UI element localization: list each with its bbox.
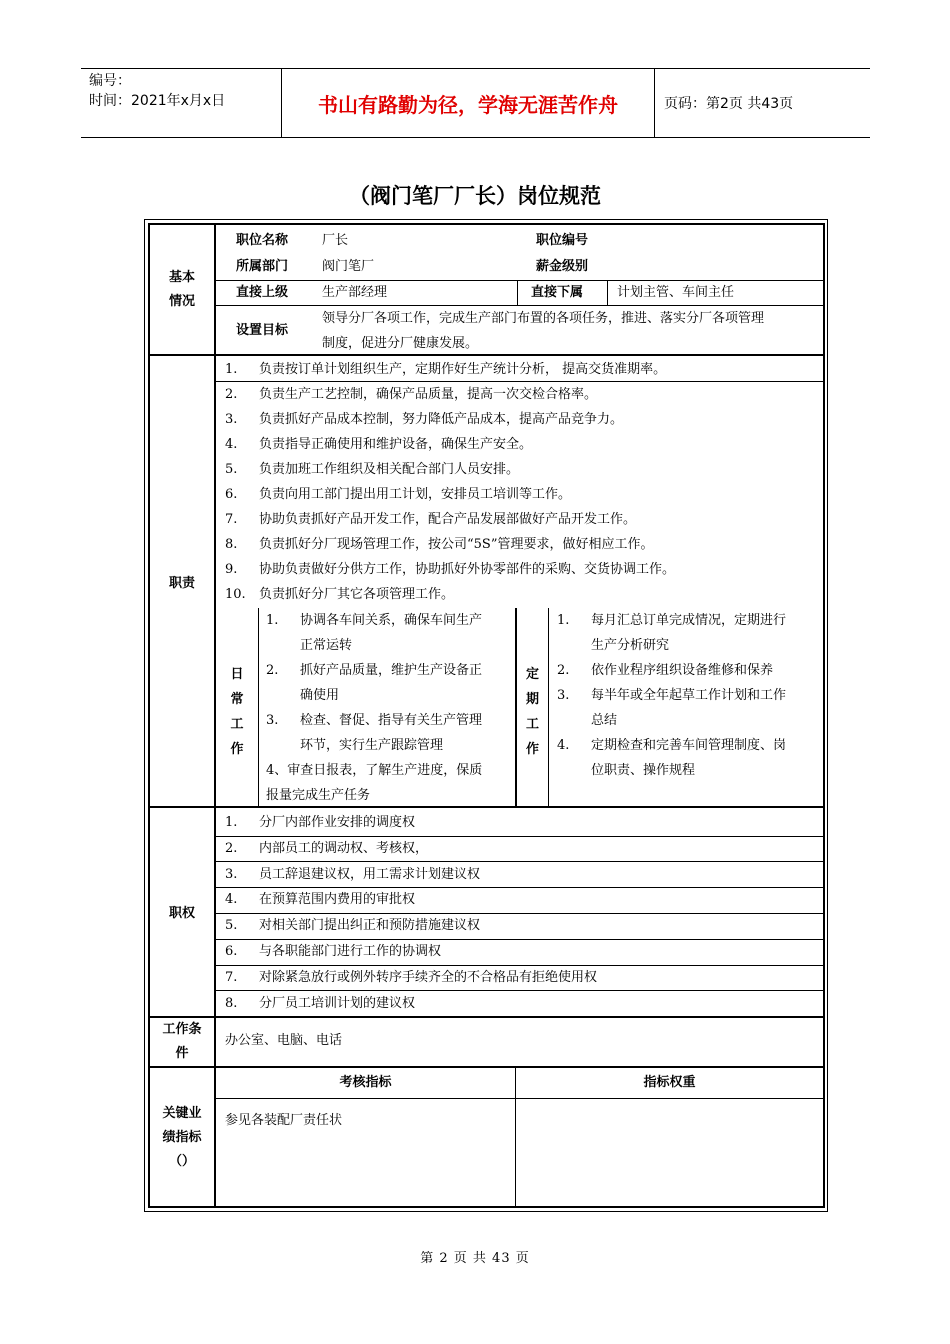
periodic-work-label xyxy=(517,662,548,762)
periodic-work-number: 3. xyxy=(557,688,570,703)
kpi-label-1: 关键业 xyxy=(162,1106,202,1121)
authority-item-text: 对相关部门提出纠正和预防措施建议权 xyxy=(259,918,481,934)
authority-item-number: 7. xyxy=(225,969,238,985)
daily-work-line xyxy=(266,683,339,708)
value-direct-subordinate: 计划主管、车间主任 xyxy=(617,285,735,300)
header-meta xyxy=(81,69,282,137)
periodic-label-4: 作 xyxy=(525,742,539,757)
value-goal-line2: 制度，促进分厂健康发展。 xyxy=(322,336,479,351)
daily-work-number: 2. xyxy=(266,663,279,678)
duty-item-number: 8. xyxy=(225,537,238,552)
duty-item-number: 10. xyxy=(225,587,246,602)
periodic-work-line xyxy=(557,733,786,758)
daily-work-text: 正常运转 xyxy=(300,638,353,653)
authority-item-number: 8. xyxy=(225,995,238,1011)
authority-item xyxy=(225,991,415,1016)
authority-item xyxy=(225,836,428,861)
periodic-work-line xyxy=(557,683,786,708)
duty-item xyxy=(225,382,597,407)
conditions-label-1: 工作条 xyxy=(162,1022,202,1037)
duty-item xyxy=(225,482,571,507)
periodic-work-text: 每月汇总订单完成情况，定期进行 xyxy=(591,613,787,628)
authority-item-text: 对除紧急放行或例外转序手续齐全的不合格品有拒绝使用权 xyxy=(259,969,598,985)
duty-item-text: 协助负责做好分供方工作，协助抓好外协零部件的采购、交货协调工作。 xyxy=(259,562,676,577)
duty-item-number: 2. xyxy=(225,387,238,402)
authority-item xyxy=(225,810,415,835)
duty-item-text: 负责向用工部门提出用工计划，安排员工培训等工作。 xyxy=(259,487,572,502)
daily-work-text: 确使用 xyxy=(300,688,340,703)
daily-work-text: 协调各车间关系，确保车间生产 xyxy=(300,613,483,628)
value-direct-superior: 生产部经理 xyxy=(322,285,388,300)
duty-item xyxy=(225,432,532,457)
periodic-work-line xyxy=(557,658,773,683)
authority-item-text: 内部员工的调动权、考核权， xyxy=(259,840,429,856)
label-salary-grade: 薪金级别 xyxy=(536,259,589,274)
duty-item-number: 7. xyxy=(225,512,238,527)
daily-work-line xyxy=(266,608,482,633)
kpi-value-indicator: 参见各装配厂责任状 xyxy=(225,1113,343,1128)
value-goal-line1: 领导分厂各项工作，完成生产部门布置的各项任务，推进、落实分厂各项管理 xyxy=(322,311,765,326)
authority-item xyxy=(225,887,415,912)
duty-item-text: 负责指导正确使用和维护设备，确保生产安全。 xyxy=(259,437,533,452)
authority-item-text: 分厂员工培训计划的建议权 xyxy=(259,995,416,1011)
document-title: （阀门笔厂厂长）岗位规范 xyxy=(349,184,601,208)
duty-item-text: 负责按订单计划组织生产，定期作好生产统计分析， 提高交货准期率。 xyxy=(259,362,667,377)
section-basic-line2: 情况 xyxy=(168,294,195,309)
duty-item-text: 负责抓好分厂现场管理工作，按公司“5S”管理要求，做好相应工作。 xyxy=(259,537,654,552)
daily-work-text: 检查、督促、指导有关生产管理 xyxy=(300,713,483,728)
conditions-label-2: 件 xyxy=(175,1046,189,1061)
kpi-label-2: 绩指标 xyxy=(162,1130,202,1145)
periodic-label-1: 定 xyxy=(525,667,539,682)
periodic-work-number: 2. xyxy=(557,663,570,678)
duty-item xyxy=(225,582,454,607)
duty-item-text: 负责加班工作组织及相关配合部门人员安排。 xyxy=(259,462,520,477)
authority-item xyxy=(225,862,480,887)
periodic-work-line xyxy=(557,708,617,733)
section-conditions xyxy=(150,1018,214,1066)
label-goal: 设置目标 xyxy=(236,323,289,338)
duty-item xyxy=(225,532,653,557)
duty-item xyxy=(225,357,666,382)
authority-item xyxy=(225,965,597,990)
page-footer: 第 2 页 共 43 页 xyxy=(420,1251,530,1266)
duty-item xyxy=(225,507,636,532)
duty-item-number: 9. xyxy=(225,562,238,577)
daily-work-number: 3. xyxy=(266,713,279,728)
authority-item-text: 在预算范围内费用的审批权 xyxy=(259,892,416,908)
periodic-work-line xyxy=(557,633,669,658)
authority-item-number: 3. xyxy=(225,866,238,882)
duty-item xyxy=(225,407,623,432)
periodic-work-text: 生产分析研究 xyxy=(591,638,670,653)
section-authority: 职权 xyxy=(168,906,195,921)
label-position-name: 职位名称 xyxy=(236,233,289,248)
value-department: 阀门笔厂 xyxy=(322,259,375,274)
header-code: 编号： xyxy=(89,73,131,89)
duty-item-number: 4. xyxy=(225,437,238,452)
label-direct-superior: 直接上级 xyxy=(236,285,289,300)
authority-item-text: 分厂内部作业安排的调度权 xyxy=(259,815,416,830)
authority-item-number: 2. xyxy=(225,840,238,856)
section-basic-line1: 基本 xyxy=(168,270,195,285)
daily-work-extra: 报量完成生产任务 xyxy=(266,788,371,803)
periodic-work-text: 每半年或全年起草工作计划和工作 xyxy=(591,688,787,703)
label-department: 所属部门 xyxy=(236,259,289,274)
job-spec-table xyxy=(144,219,828,1212)
duty-item xyxy=(225,457,519,482)
header-slogan: 书山有路勤为径，学海无涯苦作舟 xyxy=(282,69,655,137)
header-time: 时间：2021年x月x日 xyxy=(89,93,226,109)
daily-work-line xyxy=(266,708,482,733)
authority-item xyxy=(225,939,441,964)
kpi-col-weight: 指标权重 xyxy=(643,1075,696,1090)
duty-item-number: 1. xyxy=(225,362,238,377)
daily-label-4: 作 xyxy=(230,742,244,757)
daily-work-line xyxy=(266,733,443,758)
periodic-work-text: 依作业程序组织设备维修和保养 xyxy=(591,663,774,678)
label-position-code: 职位编号 xyxy=(536,233,589,248)
duty-item-number: 3. xyxy=(225,412,238,427)
periodic-work-number: 1. xyxy=(557,613,570,628)
daily-label-1: 日 xyxy=(230,667,244,682)
header-page: 页码：第2页 共43页 xyxy=(664,96,794,112)
authority-item-number: 1. xyxy=(225,815,238,830)
duty-item-text: 协助负责抓好产品开发工作，配合产品发展部做好产品开发工作。 xyxy=(259,512,637,527)
periodic-work-text: 位职责、操作规程 xyxy=(591,763,696,778)
periodic-work-line xyxy=(557,608,786,633)
section-basic xyxy=(150,266,214,314)
daily-label-3: 工 xyxy=(230,717,244,732)
daily-work-text: 抓好产品质量，维护生产设备正 xyxy=(300,663,483,678)
section-kpi xyxy=(150,1102,214,1174)
daily-work-number: 1. xyxy=(266,613,279,628)
authority-item-number: 4. xyxy=(225,892,238,908)
value-position-name: 厂长 xyxy=(322,233,349,248)
kpi-col-indicator: 考核指标 xyxy=(339,1075,392,1090)
periodic-work-text: 定期检查和完善车间管理制度、岗 xyxy=(591,738,787,753)
authority-item-text: 员工辞退建议权，用工需求计划建议权 xyxy=(259,866,481,882)
daily-work-label xyxy=(216,662,258,762)
conditions-value: 办公室、电脑、电话 xyxy=(225,1033,343,1048)
label-direct-subordinate: 直接下属 xyxy=(531,285,584,300)
authority-item xyxy=(225,913,480,938)
duty-item-text: 负责生产工艺控制，确保产品质量，提高一次交检合格率。 xyxy=(259,387,598,402)
section-duties: 职责 xyxy=(168,576,195,591)
daily-work-line xyxy=(266,633,352,658)
daily-work-line xyxy=(266,658,482,683)
daily-work-extra: 4、审查日报表，了解生产进度，保质 xyxy=(266,763,483,778)
duty-item-text: 负责抓好分厂其它各项管理工作。 xyxy=(259,587,455,602)
page-header xyxy=(81,68,870,138)
kpi-label-3: （） xyxy=(168,1154,195,1169)
daily-label-2: 常 xyxy=(230,692,244,707)
periodic-work-line xyxy=(557,758,695,783)
periodic-label-3: 工 xyxy=(525,717,539,732)
periodic-work-number: 4. xyxy=(557,738,570,753)
authority-item-text: 与各职能部门进行工作的协调权 xyxy=(259,944,442,959)
authority-item-number: 5. xyxy=(225,918,238,934)
duty-item xyxy=(225,557,675,582)
daily-work-text: 环节，实行生产跟踪管理 xyxy=(300,738,444,753)
duty-item-number: 5. xyxy=(225,462,238,477)
duty-item-number: 6. xyxy=(225,487,238,502)
periodic-work-text: 总结 xyxy=(591,713,618,728)
duty-item-text: 负责抓好产品成本控制，努力降低产品成本，提高产品竞争力。 xyxy=(259,412,624,427)
periodic-label-2: 期 xyxy=(525,692,539,707)
authority-item-number: 6. xyxy=(225,944,238,959)
